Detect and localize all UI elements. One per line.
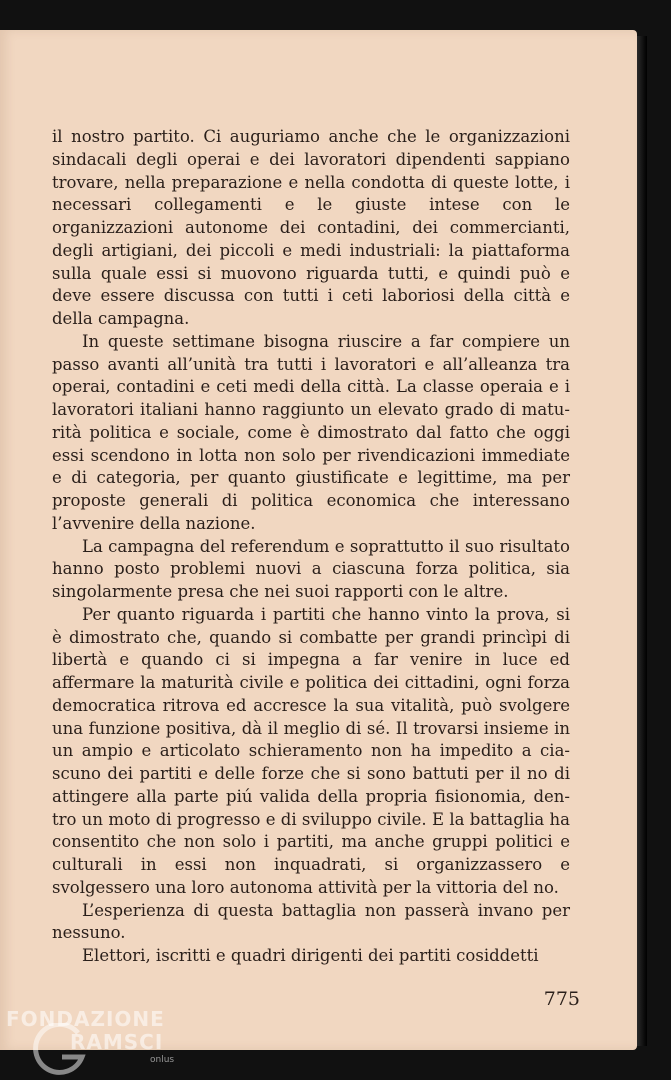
- paragraph: il nostro partito. Ci auguriamo anche che le organizzazioni sindacali degli operai e dei lavoratori dipendenti sappiano trovare, nella preparazione e nella condotta di queste lotte, i necessari collegamenti e le giuste intese con le organizzazioni autonome dei contadini, dei commercianti, degli artigiani, dei piccoli e medi industriali: la piattaforma sulla quale essi si muovono riguarda tutti, e quindi può e deve essere discussa con tutti i ceti laboriosi della città e della campagna.: [52, 127, 570, 328]
- paragraph: La campagna del referendum e soprattutto il suo risultato hanno posto problemi nuovi a ciascuna forza politica, sia singolarmente presa che nei suoi rapporti con le altre.: [52, 536, 570, 601]
- paragraph: L’esperienza di questa battaglia non passerà invano per nessuno.: [52, 900, 570, 943]
- paragraph: In queste settimane bisogna riuscire a far compiere un passo avanti all’unità tra tutti i lavoratori e all’alleanza tra operai, contadini e ceti medi della città. La classe operaia e i lavoratori italiani hanno raggiunto un elevato grado di maturità politica e sociale, come è dimostrato dal fatto che oggi essi scendono in lotta non solo per rivendicazioni immediate e di categoria, per quanto giustificate e legittime, ma per proposte generali di politica economica che interessano l’avvenire della nazione.: [52, 331, 570, 533]
- page-number: 775: [543, 988, 580, 1010]
- paragraph: Per quanto riguarda i partiti che hanno vinto la prova, si è dimostrato che, quando si combatte per grandi princìpi di libertà e quando ci si impegna a far venire in luce ed affermare la maturità civile e politica dei cittadini, ogni forza democratica ritrova ed accresce la sua vitalità, può svolgere una funzione positiva, dà il meglio di sé. Il trovarsi insieme in un ampio e articolato schieramento non ha impedito a ciascuno dei partiti e delle forze che si sono battuti per il no di attingere alla parte piú valida della propria fisionomia, dentro un moto di progresso e di sviluppo civile. E la battaglia ha consentito che non solo i partiti, ma anche gruppi politici e culturali in essi non inquadrati, si organizzassero e svolgessero una loro autonoma attività per la vittoria del no.: [52, 604, 570, 897]
- watermark-line1: FONDAZIONE: [6, 1007, 165, 1031]
- fondazione-gramsci-watermark: [0, 1005, 200, 1075]
- watermark-sub: onlus: [150, 1055, 175, 1065]
- watermark-line2: RAMSCI: [70, 1030, 164, 1054]
- paragraph: Elettori, iscritti e quadri dirigenti dei partiti cosiddetti: [82, 946, 539, 965]
- body-text: [52, 126, 570, 968]
- page-edge-shadow: [637, 36, 647, 1046]
